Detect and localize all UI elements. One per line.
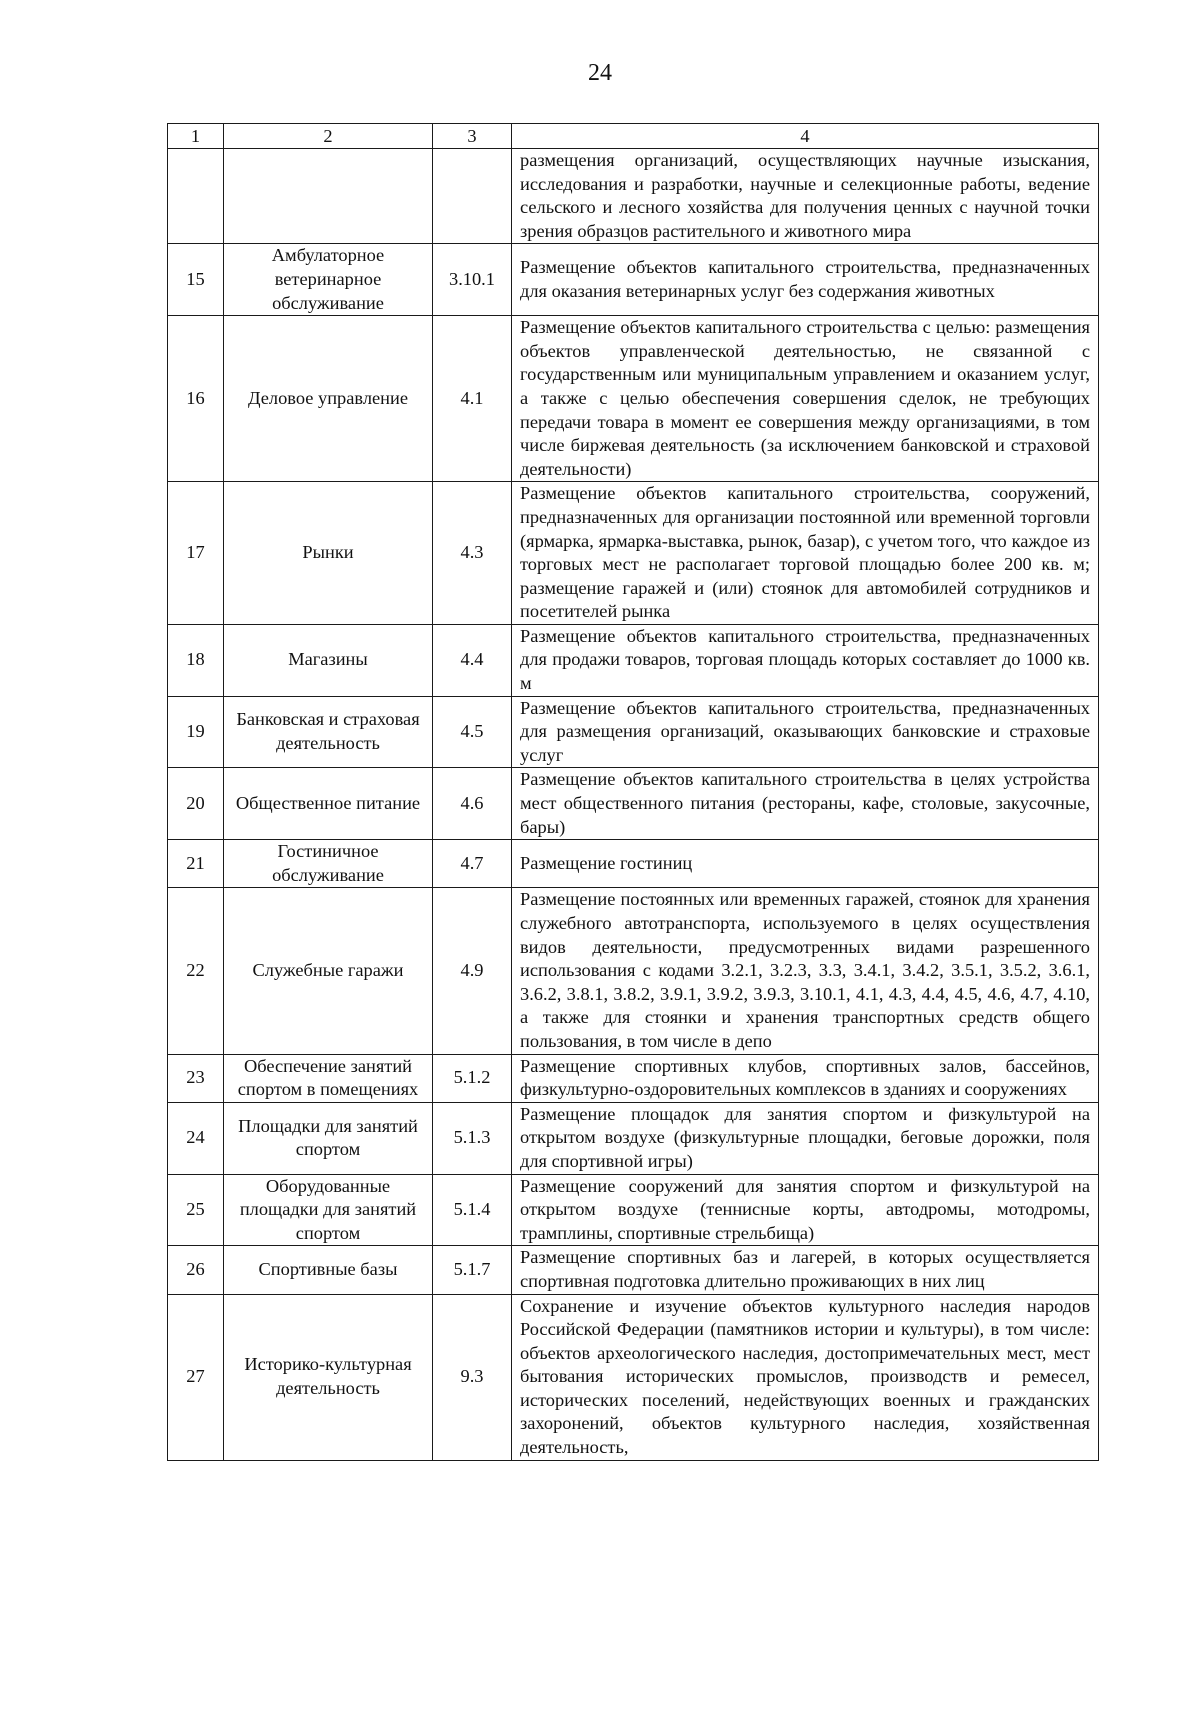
land-use-name: Историко-культурная деятельность — [224, 1294, 433, 1460]
land-use-name: Общественное питание — [224, 768, 433, 840]
land-use-code: 4.7 — [433, 840, 512, 888]
land-use-code: 3.10.1 — [433, 244, 512, 316]
land-use-description: Размещение объектов капитального строительства, сооружений, предназначенных для организации постоянной или временной торговли (ярмарка, ярмарка-выставка, рынок, базар), с учетом того, что каждое из торговых мест не располагает торговой площадью более 200 кв. м; размещение гаражей и (или) стоянок для автомобилей сотрудников и посетителей рынка — [512, 482, 1099, 625]
land-use-code: 9.3 — [433, 1294, 512, 1460]
table-row — [168, 482, 1099, 625]
row-number: 16 — [168, 316, 224, 482]
land-use-name: Рынки — [224, 482, 433, 625]
land-use-code: 5.1.4 — [433, 1174, 512, 1246]
land-use-description: Размещение площадок для занятия спортом и физкультурой на открытом воздухе (физкультурные площадки, беговые дорожки, поля для спортивной игры) — [512, 1102, 1099, 1174]
land-use-code: 4.9 — [433, 888, 512, 1054]
land-use-code: 5.1.7 — [433, 1246, 512, 1294]
land-use-name: Спортивные базы — [224, 1246, 433, 1294]
table-row — [168, 768, 1099, 840]
land-use-description: размещения организаций, осуществляющих научные изыскания, исследования и разработки, научные и селекционные работы, ведение сельского и лесного хозяйства для получения ценных с научной точки зрения образцов растительного и животного мира — [512, 149, 1099, 244]
table-row — [168, 1246, 1099, 1294]
land-use-name: Оборудованные площадки для занятий спортом — [224, 1174, 433, 1246]
land-use-code: 4.6 — [433, 768, 512, 840]
land-use-code: 5.1.2 — [433, 1054, 512, 1102]
land-use-name: Деловое управление — [224, 316, 433, 482]
land-use-name: Обеспечение занятий спортом в помещениях — [224, 1054, 433, 1102]
land-use-description: Размещение спортивных клубов, спортивных залов, бассейнов, физкультурно-оздоровительных комплексов в зданиях и сооружениях — [512, 1054, 1099, 1102]
row-number: 25 — [168, 1174, 224, 1246]
table-row — [168, 1174, 1099, 1246]
land-use-code: 4.5 — [433, 696, 512, 768]
land-use-description: Размещение сооружений для занятия спортом и физкультурой на открытом воздухе (теннисные корты, автодромы, мотодромы, трамплины, спортивные стрельбища) — [512, 1174, 1099, 1246]
land-use-code: 5.1.3 — [433, 1102, 512, 1174]
header-cell: 1 — [168, 124, 224, 149]
land-use-description: Размещение объектов капитального строительства в целях устройства мест общественного питания (рестораны, кафе, столовые, закусочные, бары) — [512, 768, 1099, 840]
land-use-name: Магазины — [224, 624, 433, 696]
land-use-code: 4.3 — [433, 482, 512, 625]
land-use-name: Площадки для занятий спортом — [224, 1102, 433, 1174]
table-row — [168, 316, 1099, 482]
land-use-name — [224, 149, 433, 244]
land-use-code: 4.4 — [433, 624, 512, 696]
row-number: 23 — [168, 1054, 224, 1102]
table-row — [168, 696, 1099, 768]
table-row — [168, 1054, 1099, 1102]
land-use-description: Размещение спортивных баз и лагерей, в которых осуществляется спортивная подготовка длительно проживающих в них лиц — [512, 1246, 1099, 1294]
land-use-name: Гостиничное обслуживание — [224, 840, 433, 888]
land-use-description: Размещение объектов капитального строительства, предназначенных для продажи товаров, торговая площадь которых составляет до 1000 кв. м — [512, 624, 1099, 696]
table-header-row — [168, 124, 1099, 149]
land-use-name: Банковская и страховая деятельность — [224, 696, 433, 768]
land-use-description: Размещение объектов капитального строительства с целью: размещения объектов управленческой деятельностью, не связанной с государственным или муниципальным управлением и оказанием услуг, а также с целью обеспечения совершения сделок, не требующих передачи товара в момент ее совершения между организациями, в том числе биржевая деятельность (за исключением банковской и страховой деятельности) — [512, 316, 1099, 482]
row-number: 19 — [168, 696, 224, 768]
table-row — [168, 840, 1099, 888]
row-number: 15 — [168, 244, 224, 316]
header-cell: 3 — [433, 124, 512, 149]
row-number: 24 — [168, 1102, 224, 1174]
row-number: 18 — [168, 624, 224, 696]
row-number: 26 — [168, 1246, 224, 1294]
land-use-table — [167, 123, 1099, 1461]
row-number — [168, 149, 224, 244]
table-row — [168, 1294, 1099, 1460]
table-row — [168, 1102, 1099, 1174]
page-number: 24 — [588, 60, 612, 86]
land-use-description: Размещение постоянных или временных гаражей, стоянок для хранения служебного автотранспорта, используемого в целях осуществления видов деятельности, предусмотренных видами разрешенного использования с кодами 3.2.1, 3.2.3, 3.3, 3.4.1, 3.4.2, 3.5.1, 3.5.2, 3.6.1, 3.6.2, 3.8.1, 3.8.2, 3.9.1, 3.9.2, 3.9.3, 3.10.1, 4.1, 4.3, 4.4, 4.5, 4.6, 4.7, 4.10, а также для стоянки и хранения транспортных средств общего пользования, в том числе в депо — [512, 888, 1099, 1054]
table-row — [168, 149, 1099, 244]
row-number: 20 — [168, 768, 224, 840]
table-row — [168, 624, 1099, 696]
land-use-description: Размещение объектов капитального строительства, предназначенных для размещения организаций, оказывающих банковские и страховые услуг — [512, 696, 1099, 768]
row-number: 17 — [168, 482, 224, 625]
land-use-name: Амбулаторное ветеринарное обслуживание — [224, 244, 433, 316]
land-use-description: Размещение объектов капитального строительства, предназначенных для оказания ветеринарных услуг без содержания животных — [512, 244, 1099, 316]
row-number: 21 — [168, 840, 224, 888]
table-row — [168, 888, 1099, 1054]
land-use-code: 4.1 — [433, 316, 512, 482]
land-use-name: Служебные гаражи — [224, 888, 433, 1054]
land-use-description: Размещение гостиниц — [512, 840, 1099, 888]
land-use-code — [433, 149, 512, 244]
row-number: 22 — [168, 888, 224, 1054]
table-row — [168, 244, 1099, 316]
header-cell: 2 — [224, 124, 433, 149]
header-cell: 4 — [512, 124, 1099, 149]
land-use-description: Сохранение и изучение объектов культурного наследия народов Российской Федерации (памятников истории и культуры), в том числе: объектов археологического наследия, достопримечательных мест, мест бытования исторических промыслов, производств и ремесел, исторических поселений, недействующих военных и гражданских захоронений, объектов культурного наследия, хозяйственная деятельность, — [512, 1294, 1099, 1460]
row-number: 27 — [168, 1294, 224, 1460]
